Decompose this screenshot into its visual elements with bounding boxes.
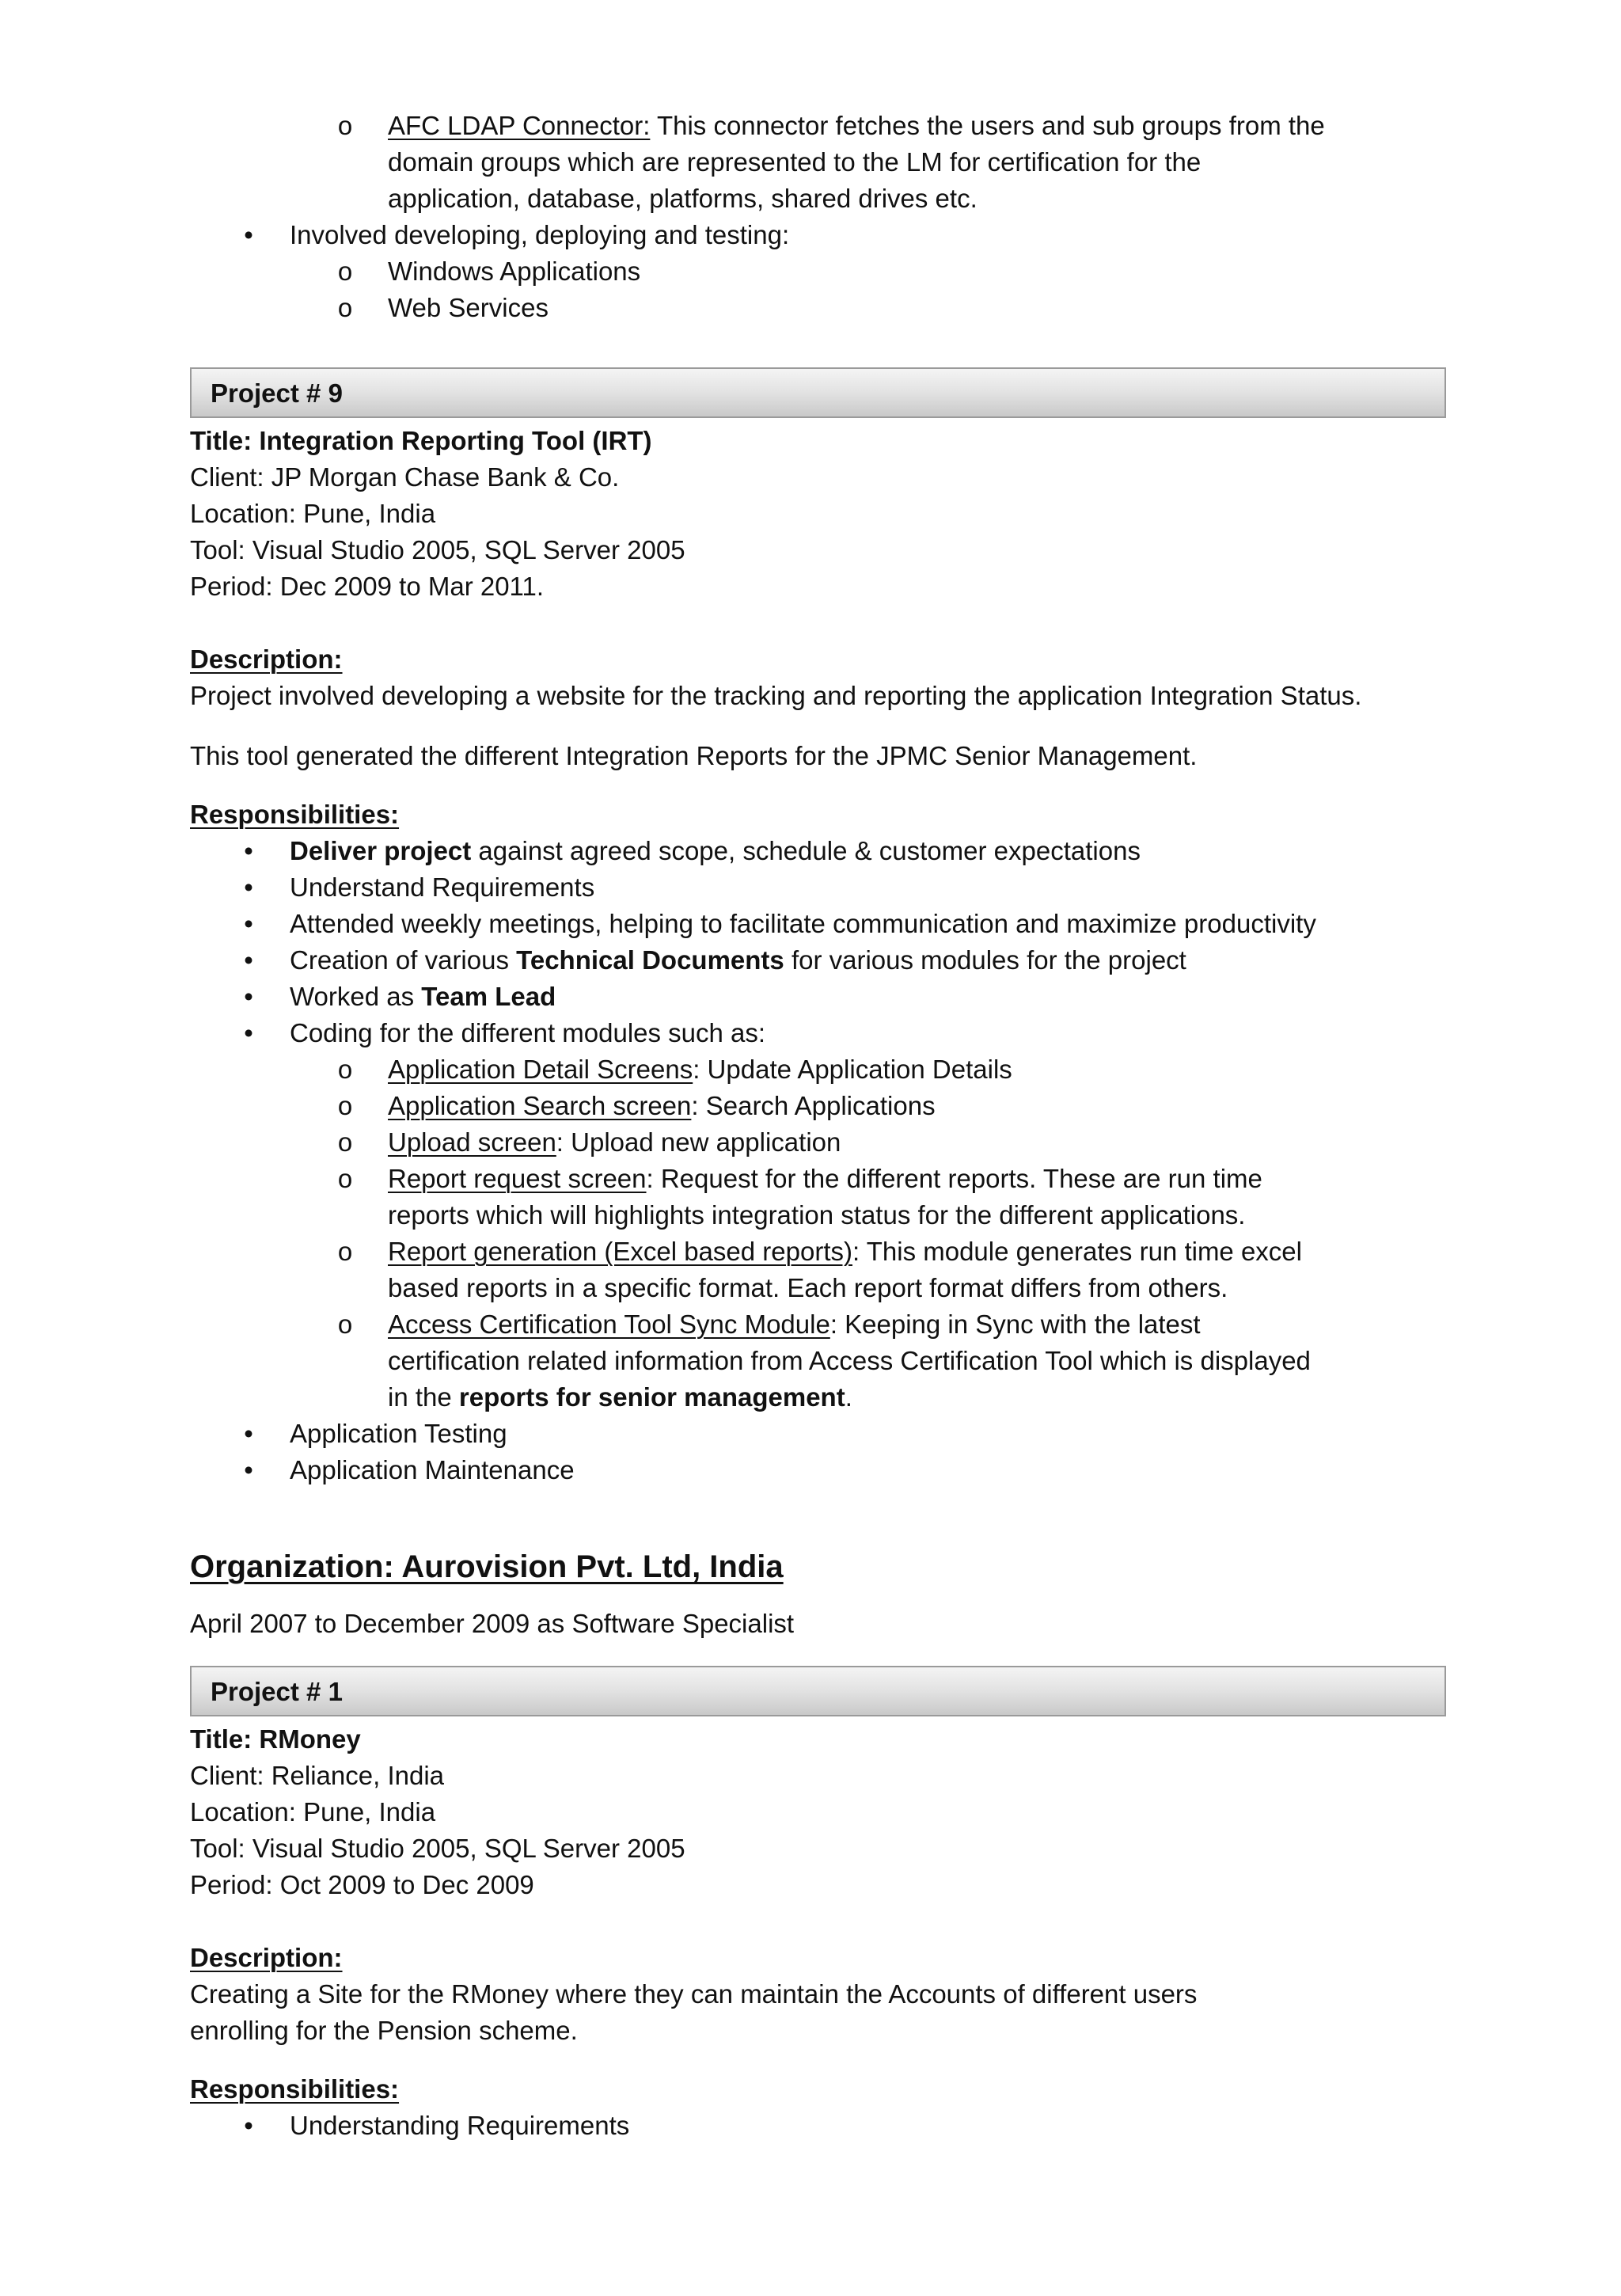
responsibility-team-lead: Worked as Team Lead <box>290 982 556 1011</box>
involved-item: Involved developing, deploying and testing: <box>290 220 790 249</box>
bullet: • <box>244 1419 253 1448</box>
module-application-detail-screens: Application Detail Screens: Update Application Details <box>388 1055 1012 1084</box>
module-application-search-screen: Application Search screen: Search Applications <box>388 1091 936 1120</box>
project-1-responsibility-understanding-requirements: Understanding Requirements <box>290 2111 630 2140</box>
bullet: • <box>244 909 253 938</box>
sub-bullet: o <box>337 1055 353 1084</box>
module-report-request-screen-line-2: reports which will highlights integration status for the different applications. <box>388 1200 1246 1230</box>
responsibility-application-testing: Application Testing <box>290 1419 507 1448</box>
project-1-tool: Tool: Visual Studio 2005, SQL Server 2005 <box>190 1834 685 1863</box>
responsibility-weekly-meetings: Attended weekly meetings, helping to facilitate communication and maximize productivity <box>290 909 1316 938</box>
project-9-period: Period: Dec 2009 to Mar 2011. <box>190 572 544 601</box>
bullet: • <box>244 872 253 902</box>
bullet: • <box>244 982 253 1011</box>
bullet: • <box>244 1455 253 1484</box>
project-1-location: Location: Pune, India <box>190 1797 436 1827</box>
module-report-generation-line-2: based reports in a specific format. Each report format differs from others. <box>388 1273 1228 1302</box>
sub-bullet: o <box>337 293 353 322</box>
sub-bullet: o <box>337 1091 353 1120</box>
afc-ldap-connector-line-3: application, database, platforms, shared drives etc. <box>388 184 978 213</box>
project-9-client: Client: JP Morgan Chase Bank & Co. <box>190 462 620 492</box>
bullet: • <box>244 945 253 975</box>
project-1-description-heading: Description: <box>190 1943 343 1972</box>
module-access-certification-sync: Access Certification Tool Sync Module: Keeping in Sync with the latest <box>388 1310 1201 1339</box>
sub-bullet: o <box>337 257 353 286</box>
module-access-certification-sync-line-2: certification related information from Access Certification Tool which is displayed <box>388 1346 1311 1375</box>
sub-bullet: o <box>337 1237 353 1266</box>
afc-ldap-connector-label: AFC LDAP Connector: <box>388 111 651 140</box>
project-1-title: Title: RMoney <box>190 1724 361 1754</box>
project-9-description-2: This tool generated the different Integration Reports for the JPMC Senior Management. <box>190 741 1198 770</box>
project-1-label: Project # 1 <box>211 1677 343 1706</box>
responsibility-understand-requirements: Understand Requirements <box>290 872 595 902</box>
afc-ldap-connector-line: AFC LDAP Connector: This connector fetches the users and sub groups from the <box>388 111 1325 140</box>
project-9-label: Project # 9 <box>211 378 343 408</box>
organization-tenure: April 2007 to December 2009 as Software Specialist <box>190 1609 795 1638</box>
sub-bullet: o <box>337 1127 353 1157</box>
bullet: • <box>244 220 253 249</box>
module-report-generation: Report generation (Excel based reports): This module generates run time excel <box>388 1237 1302 1266</box>
project-1-client: Client: Reliance, India <box>190 1761 445 1790</box>
project-9-tool: Tool: Visual Studio 2005, SQL Server 2005 <box>190 535 685 564</box>
bullet: • <box>244 836 253 865</box>
sub-bullet: o <box>337 1164 353 1193</box>
project-9-description-1: Project involved developing a website for the tracking and reporting the application Integration Status. <box>190 681 1362 710</box>
project-9-description-heading: Description: <box>190 644 343 674</box>
module-access-certification-sync-line-3: in the reports for senior management. <box>388 1382 852 1412</box>
afc-ldap-connector-line-2: domain groups which are represented to the LM for certification for the <box>388 147 1202 177</box>
sub-bullet: o <box>337 111 353 140</box>
project-1-period: Period: Oct 2009 to Dec 2009 <box>190 1870 534 1899</box>
project-9-header-bar <box>190 367 1446 418</box>
project-9-responsibilities-heading: Responsibilities: <box>190 800 400 829</box>
project-1-description-2: enrolling for the Pension scheme. <box>190 2016 578 2045</box>
module-report-request-screen: Report request screen: Request for the different reports. These are run time <box>388 1164 1262 1193</box>
project-1-description-1: Creating a Site for the RMoney where they can maintain the Accounts of different users <box>190 1979 1198 2009</box>
organization-heading: Organization: Aurovision Pvt. Ltd, India <box>190 1549 784 1584</box>
sub-bullet: o <box>337 1310 353 1339</box>
responsibility-technical-documents: Creation of various Technical Documents for various modules for the project <box>290 945 1186 975</box>
windows-applications-item: Windows Applications <box>388 257 641 286</box>
project-9-title: Title: Integration Reporting Tool (IRT) <box>190 426 652 455</box>
web-services-item: Web Services <box>388 293 549 322</box>
module-upload-screen: Upload screen: Upload new application <box>388 1127 841 1157</box>
bullet: • <box>244 2111 253 2140</box>
project-1-responsibilities-heading: Responsibilities: <box>190 2074 400 2104</box>
responsibility-coding: Coding for the different modules such as: <box>290 1018 766 1047</box>
responsibility-application-maintenance: Application Maintenance <box>290 1455 575 1484</box>
project-9-location: Location: Pune, India <box>190 499 436 528</box>
project-1-header-bar <box>190 1666 1446 1716</box>
responsibility-deliver-project: Deliver project against agreed scope, schedule & customer expectations <box>290 836 1141 865</box>
bullet: • <box>244 1018 253 1047</box>
